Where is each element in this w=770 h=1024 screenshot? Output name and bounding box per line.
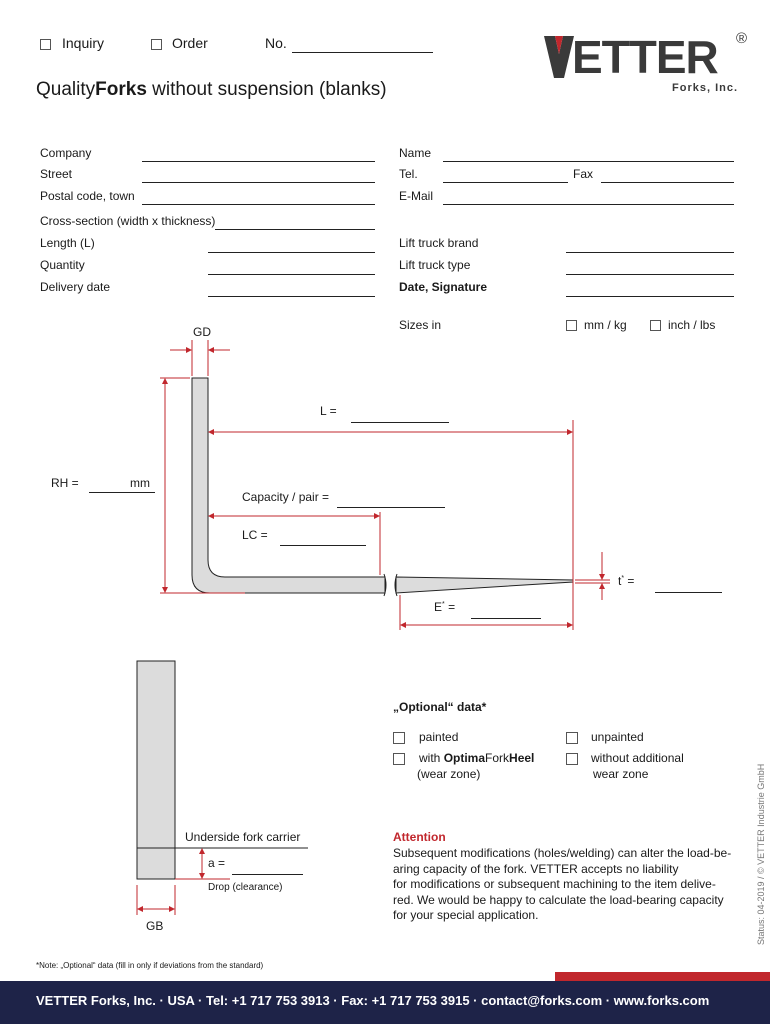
unpainted-checkbox[interactable]	[566, 732, 578, 744]
with-heel-checkbox[interactable]	[393, 753, 405, 765]
t-field[interactable]	[655, 592, 722, 593]
postal-label: Postal code, town	[40, 189, 135, 203]
footer-accent-bar	[555, 972, 770, 981]
with-heel-label: with OptimaForkHeel	[419, 751, 535, 765]
attention-heading: Attention	[393, 830, 446, 844]
underside-label: Underside fork carrier	[185, 830, 301, 844]
quantity-label: Quantity	[40, 258, 85, 272]
logo-registered: ®	[736, 30, 748, 47]
fork-front-diagram	[0, 0, 400, 940]
rh-unit: mm	[130, 476, 150, 490]
lc-label: LC =	[242, 528, 268, 542]
optional-heading: „Optional“ data*	[393, 700, 487, 714]
painted-checkbox[interactable]	[393, 732, 405, 744]
gb-label: GB	[146, 919, 164, 933]
e-label: E* =	[434, 600, 456, 614]
type-label: Lift truck type	[399, 258, 471, 272]
date-signature-label: Date, Signature	[399, 280, 488, 294]
status-text: Status: 04-2019 / © VETTER Industrie GmbH	[756, 763, 766, 945]
l-label: L =	[320, 404, 337, 418]
order-label: Order	[172, 35, 208, 51]
rh-label: RH =	[51, 476, 79, 490]
logo-wordmark: ETTER	[572, 31, 718, 83]
mm-kg-label: mm / kg	[584, 318, 627, 332]
inquiry-label: Inquiry	[62, 35, 105, 51]
footnote: *Note: „Optional“ data (fill in only if deviations from the standard)	[36, 961, 264, 970]
attention-text: Subsequent modifications (holes/welding) can alter the load-be- aring capacity of the fork. VETTER accepts no liability for modifications or subsequent machining to the item delive- red. We would be happy to calculate the load-bearing capacity for your special application.	[393, 846, 732, 922]
drop-label: Drop (clearance)	[208, 882, 283, 893]
sizes-in-label: Sizes in	[399, 318, 442, 332]
company-label: Company	[40, 146, 92, 160]
street-label: Street	[40, 167, 73, 181]
unpainted-label: unpainted	[591, 730, 644, 744]
wear-zone-label: (wear zone)	[417, 767, 481, 781]
gd-label: GD	[193, 325, 211, 339]
a-label: a =	[208, 856, 226, 870]
length-label: Length (L)	[40, 236, 95, 250]
logo-subtitle: Forks, Inc.	[672, 82, 739, 94]
without-label: without additional	[591, 751, 684, 765]
a-field[interactable]	[232, 874, 303, 875]
email-label: E-Mail	[399, 189, 434, 203]
without-wear-zone-checkbox[interactable]	[566, 753, 578, 765]
e-field[interactable]	[471, 618, 541, 619]
t-label: t* =	[618, 574, 635, 588]
inch-lbs-label: inch / lbs	[668, 318, 716, 332]
name-label: Name	[399, 146, 432, 160]
brand-label: Lift truck brand	[399, 236, 479, 250]
footer-contact: VETTER Forks, Inc. · USA · Tel: +1 717 753 3913 · Fax: +1 717 753 3915 · contact@forks.com · www.forks.com	[36, 993, 710, 1008]
page-title: QualityForks without suspension (blanks)	[36, 79, 387, 100]
delivery-label: Delivery date	[40, 280, 111, 294]
fork-blade-tip	[396, 577, 573, 593]
number-label: No.	[265, 35, 287, 51]
fax-label: Fax	[573, 167, 594, 181]
painted-label: painted	[419, 730, 459, 744]
capacity-label: Capacity / pair =	[242, 490, 330, 504]
wear-zone2-label: wear zone	[593, 767, 649, 781]
cross-section-label: Cross-section (width x thickness)	[40, 214, 216, 228]
tel-label: Tel.	[399, 167, 418, 181]
